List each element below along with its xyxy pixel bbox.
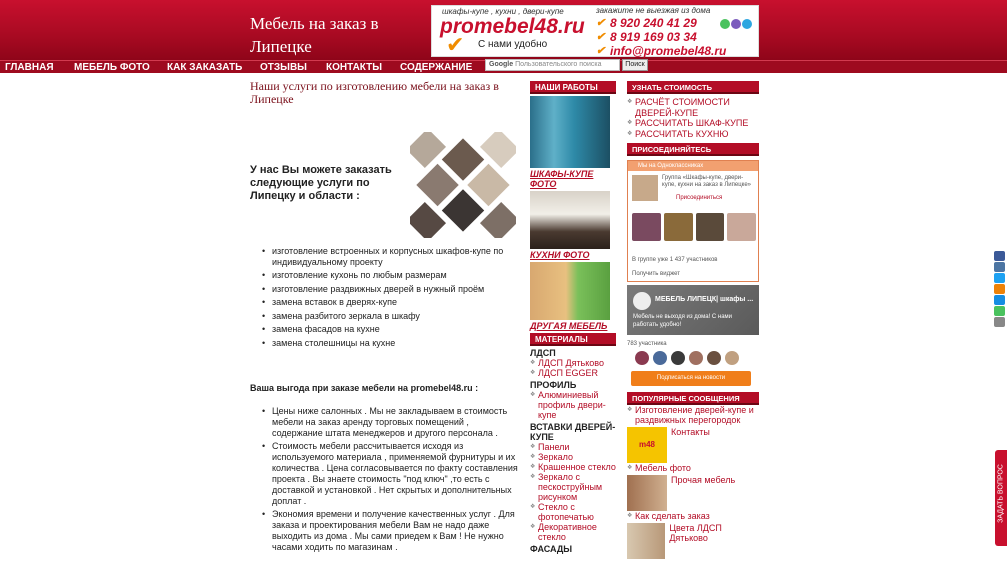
post-caption: Прочая мебель [671,475,736,485]
vk-group-title: МЕБЕЛЬ ЛИПЕЦК| шкафы ... [655,296,754,303]
popular-post[interactable] [627,523,759,559]
materials-group-inserts: ВСТАВКИ ДВЕРЕЙ-КУПЕ [530,422,616,442]
whatsapp-icon[interactable] [994,306,1005,316]
link-other-furniture[interactable]: ДРУГАЯ МЕБЕЛЬ [530,321,608,331]
avatar [635,351,649,365]
twitter-icon[interactable] [994,273,1005,283]
site-header [0,0,1007,60]
link-mirror[interactable]: ❖ Зеркало [530,452,616,462]
search-brand: Google [489,61,514,68]
social-share-bar [994,251,1006,328]
list-item: • замена фасадов на кухне [260,324,515,335]
link-decorative-glass[interactable]: ❖ Декоративное стекло [530,522,616,542]
join-heading: ПРИСОЕДИНЯЙТЕСЬ [627,143,759,156]
banner-phone-2: ✔ 8 919 169 03 34 [592,30,758,44]
vk-group-avatar [633,292,651,310]
widget-member-count: В группе уже 1 437 участников [632,257,718,263]
avatar [653,351,667,365]
banner-slogan: С нами удобно [478,39,548,50]
kitchen-collage-image [410,132,516,238]
vk-subscribe-button[interactable]: Подписаться на новости [631,371,751,386]
nav-item-photos[interactable]: МЕБЕЛЬ ФОТО [74,62,150,73]
popular-heading: ПОПУЛЯРНЫЕ СООБЩЕНИЯ [627,392,759,405]
right-sidebar [627,81,759,559]
vk-members-count: 783 участника [627,341,667,347]
avatar [707,351,721,365]
nav-item-home[interactable]: ГЛАВНАЯ [5,62,54,73]
ask-question-label: ЗАДАТЬ ВОПРОС [997,464,1005,523]
search-placeholder: Пользовательского поиска [515,61,602,68]
list-item: • Экономия времени и получение качественных услуг . Для заказа и проектирования мебели Вам не надо даже выходить из дома . Мы сами приедем к Вам ! Не нужно часами ходить по магазинам . [260,509,518,553]
list-item: • замена разбитого зеркала в шкафу [260,311,515,322]
post-thumbnail [627,475,667,511]
header-banner[interactable] [431,5,759,57]
materials-heading: МАТЕРИАЛЫ [530,333,616,346]
post-caption: Цвета ЛДСП Дятьково [669,523,722,543]
works-heading: НАШИ РАБОТЫ [530,81,616,94]
list-item: • изготовление раздвижных дверей в нужный проём [260,284,515,295]
more-icon[interactable] [994,317,1005,327]
kitchen-photo[interactable] [530,191,610,249]
ask-question-tab[interactable] [995,450,1007,546]
materials-group-profile: ПРОФИЛЬ [530,380,577,390]
site-title[interactable]: Мебель на заказ в Липецке [250,14,379,56]
popular-post-link[interactable]: ❖ Мебель фото [627,463,759,473]
vk-group-subtitle: Мебель не выходя из дома! С нами работать удобно! [633,314,733,328]
intro-text: У нас Вы можете заказать следующие услуги по Липецку и области : [250,164,392,202]
widget-member-photos [632,213,756,241]
vk-group-banner[interactable] [627,285,759,335]
link-wardrobe-price[interactable]: ❖ РАССЧИТАТЬ ШКАФ-КУПЕ [627,118,759,129]
link-photo-glass[interactable]: ❖ Стекло с фотопечатью [530,502,616,522]
vk-member-avatars [627,351,759,365]
banner-phone-1: ✔ 8 920 240 41 29 [592,16,758,30]
odnoklassniki-icon[interactable] [994,284,1005,294]
vk-icon[interactable] [994,262,1005,272]
list-item: • замена вставок в дверях-купе [260,297,515,308]
link-kitchen-price[interactable]: ❖ РАССЧИТАТЬ КУХНЮ [627,129,759,140]
nav-item-contacts[interactable]: КОНТАКТЫ [326,62,383,73]
list-item: • замена столешницы на кухне [260,338,515,349]
link-painted-glass[interactable]: ❖ Крашенное стекло [530,462,616,472]
materials-group-ldsp: ЛДСП [530,348,556,358]
services-list [260,246,515,351]
list-item: • изготовление встроенных и корпусных шкафов-купе по индивидуальному проекту [260,246,515,267]
banner-email: ✔ info@promebel48.ru [592,44,758,58]
search-input[interactable] [485,59,620,71]
nav-item-how-to-order[interactable]: КАК ЗАКАЗАТЬ [167,62,243,73]
benefits-title: Ваша выгода при заказе мебели на promebel48.ru : [250,383,479,393]
viber-icon [731,19,741,29]
link-kitchens-photo[interactable]: КУХНИ ФОТО [530,250,590,260]
search-button[interactable]: Поиск [622,59,648,71]
whatsapp-icon [720,19,730,29]
works-sidebar [530,81,616,554]
widget-get-link[interactable]: Получить виджет [632,271,680,277]
main-content [250,79,518,552]
wardrobe-photo[interactable] [530,96,610,168]
nav-item-contents[interactable]: СОДЕРЖАНИЕ [400,62,473,73]
widget-join-link[interactable]: Присоединиться [676,195,723,201]
benefits-list [260,406,518,555]
popular-post[interactable] [627,475,759,511]
avatar [689,351,703,365]
link-wardrobes-photo[interactable]: ШКАФЫ-КУПЕ ФОТО [530,169,594,189]
popular-post-link[interactable]: ❖ Как сделать заказ [627,511,759,521]
checkmark-icon: ✔ [446,32,465,57]
banner-order-note: закажите не выезжая из дома [596,6,711,15]
list-item: • Стоимость мебели рассчитывается исходя из используемого материала , применяемой фурнитуры и их количества . Цена согласовывается по факту составления проекта . Вы знаете стоимость "под ключ" ,то есть с доставкой и установкой . Нет скрытых и дополнительных доплат . [260,441,518,507]
list-item: • изготовление кухонь по любым размерам [260,270,515,281]
avatar [725,351,739,365]
link-ldsp-egger[interactable]: ❖ ЛДСП EGGER [530,368,616,378]
group-avatar [632,175,658,201]
odnoklassniki-widget[interactable] [627,160,759,282]
nav-item-reviews[interactable]: ОТЗЫВЫ [260,62,307,73]
link-door-price[interactable]: ❖ РАСЧЁТ СТОИМОСТИ ДВЕРЕЙ-КУПЕ [627,97,759,118]
mailru-icon[interactable] [994,295,1005,305]
list-item: • Цены ниже салонных . Мы не закладываем в стоимость мебели на заказ аренду торговых помещений , содержание штата менеджеров и другого персонала . [260,406,518,439]
link-ldsp-dyatkovo[interactable]: ❖ ЛДСП Дятьково [530,358,616,368]
popular-post[interactable] [627,427,759,463]
link-aluminium-profile[interactable]: ❖ Алюминиевый профиль двери-купе [530,390,616,420]
link-sandblast-mirror[interactable]: ❖ Зеркало с пескоструйным рисунком [530,472,616,502]
widget-header: Мы на Одноклассниках [628,161,758,171]
banner-tagline: шкафы-купе , кухни , двери-купе [442,7,564,16]
post-thumbnail: m48 [627,427,667,463]
post-caption: Контакты [671,427,710,437]
popular-post-link[interactable]: ❖ Изготовление дверей-купе и раздвижных перегородок [627,405,759,425]
avatar [671,351,685,365]
price-heading: УЗНАТЬ СТОИМОСТЬ [627,81,759,94]
facebook-icon[interactable] [994,251,1005,261]
banner-contacts [592,6,758,58]
page-title: Наши услуги по изготовлению мебели на заказ в Липецке [250,79,499,106]
messenger-icons [720,19,752,29]
banner-brand: promebel48.ru [440,15,585,38]
widget-group-text: Группа «Шкафы-купе, двери-купе, кухни на заказ в Липецке» [662,175,752,188]
post-thumbnail [627,523,665,559]
other-furniture-photo[interactable] [530,262,610,320]
materials-group-facades: ФАСАДЫ [530,544,573,554]
telegram-icon [742,19,752,29]
link-panels[interactable]: ❖ Панели [530,442,616,452]
